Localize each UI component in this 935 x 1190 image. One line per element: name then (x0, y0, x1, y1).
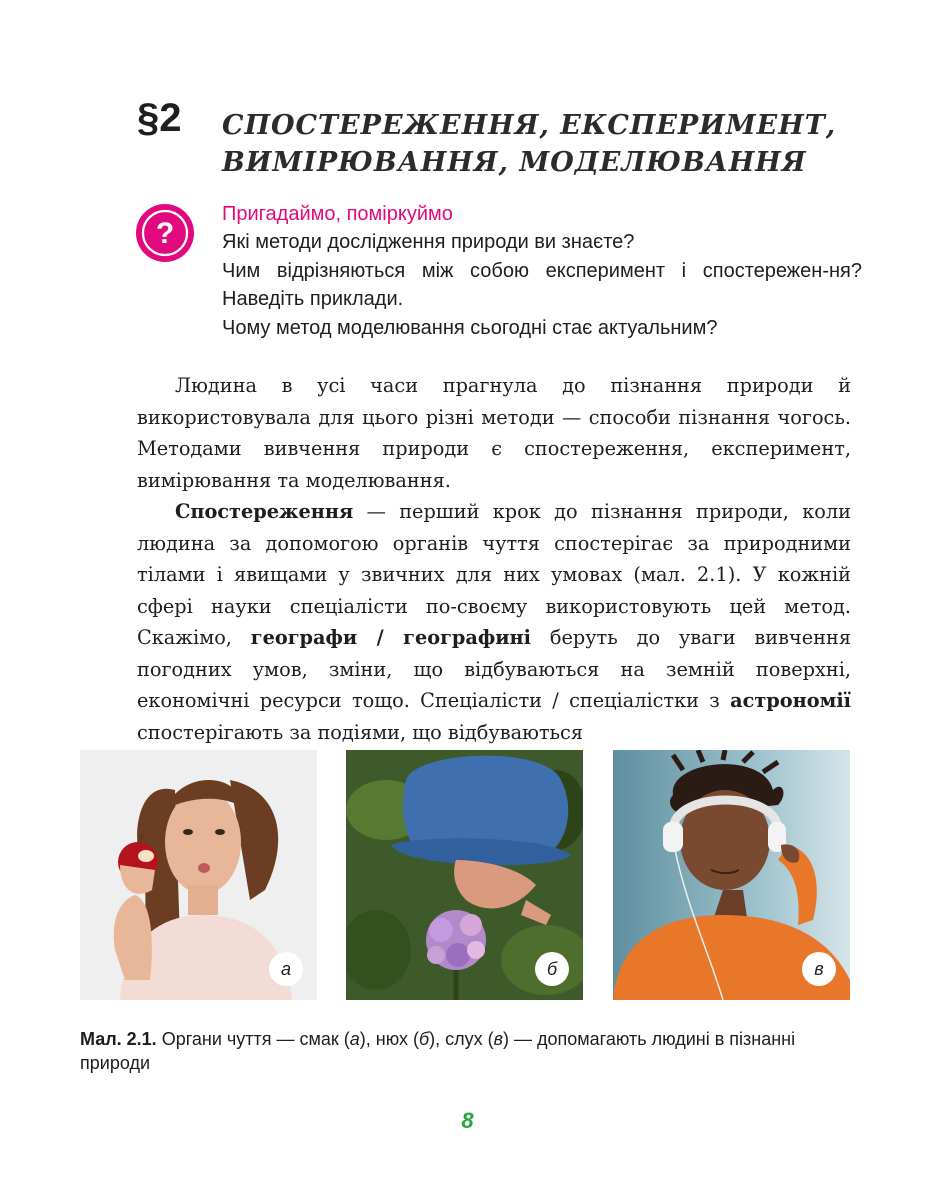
paragraph-2-text-2: беруть до уваги вивчення погодних умов, зміни, що відбуваються на земній поверхні, економічні ресурси тощо. Спеціалісти / спеціалістки з (137, 626, 851, 712)
photo-hearing (613, 750, 850, 1000)
caption-text-2: ), нюх ( (359, 1029, 419, 1049)
caption-ref-c: в (493, 1029, 504, 1049)
section-title-line-2: ВИМІРЮВАННЯ, МОДЕЛЮВАННЯ (222, 147, 807, 178)
section-title (222, 107, 842, 181)
paragraph-1: Людина в усі часи прагнула до пізнання природи й використовувала для цього різні методи — способи пізнання чогось. Методами вивчення природи є спостереження, експеримент, вимірювання та моделювання. (137, 374, 851, 492)
paragraph-2-text-3: спостерігають за подіями, що відбуваються (137, 720, 584, 744)
svg-text:?: ? (155, 217, 175, 250)
photo-badge-b: б (535, 952, 569, 986)
remember-question-2: Чим відрізняються між собою експеримент і спостережен-ня? Наведіть приклади. (222, 259, 862, 310)
figure-caption (80, 1027, 840, 1075)
caption-text-3: ), слух ( (429, 1029, 494, 1049)
caption-ref-b: б (419, 1029, 430, 1049)
section-number: §2 (137, 96, 182, 140)
caption-ref-a: а (349, 1029, 360, 1049)
photo-smell (346, 750, 583, 1000)
section-title-line-1: СПОСТЕРЕЖЕННЯ, ЕКСПЕРИМЕНТ, (222, 110, 837, 141)
remember-question-1: Які методи дослідження природи ви знаєте? (222, 231, 635, 253)
remember-heading: Пригадаймо, поміркуймо (222, 203, 453, 225)
caption-text-1: Органи чуття — смак ( (156, 1029, 350, 1049)
question-mark-icon (135, 203, 195, 263)
remember-question-3: Чому метод моделювання сьогодні стає актуальним? (222, 316, 718, 339)
term-astronomy: астрономії (730, 689, 851, 712)
caption-label: Мал. 2.1. (80, 1029, 157, 1049)
photo-badge-a: а (269, 952, 303, 986)
paragraph-2-text-1: — перший крок до пізнання природи, коли людина за допомогою органів чуття спостерігає за природними тілами і явищами у звичних для них умовах (мал. 2.1). У кожній сфері науки спеціалісти по-своєму використовують цей метод. Скажімо, (137, 500, 851, 649)
paragraph-2 (137, 496, 851, 748)
photo-taste (80, 750, 317, 1000)
page-number: 8 (461, 1108, 474, 1133)
body-text (137, 370, 851, 748)
photo-badge-c: в (802, 952, 836, 986)
term-observation: Спостереження (175, 500, 354, 523)
caption-text-4: ) — допомагають людині в пізнанні природи (80, 1029, 796, 1073)
remember-block (222, 200, 862, 342)
term-geographers: географи / географині (250, 626, 531, 649)
